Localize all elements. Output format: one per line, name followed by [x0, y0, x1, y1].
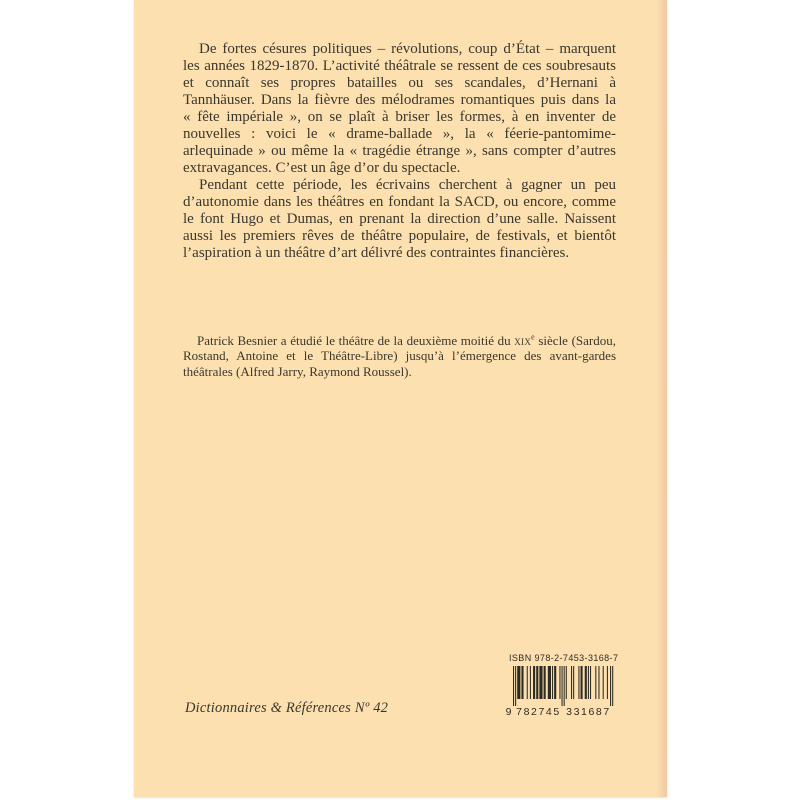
- blurb-paragraph-2: Pendant cette période, les écrivains cherchent à gagner un peu d’autonomie dans les théâtres en fondant la SACD, ou encore, comme le font Hugo et Dumas, en prenant la direction d’une salle. Naissent aussi les premiers rêves de théâtre populaire, de festivals, et bientôt l’aspiration à un théâtre d’art délivré des contraintes financières.: [183, 177, 616, 261]
- barcode: [503, 653, 619, 718]
- ean-digits-left: 782745: [516, 706, 561, 718]
- book-back-cover: [134, 0, 667, 797]
- author-note: [183, 333, 616, 379]
- ean-barcode: [503, 666, 616, 718]
- series-label: Dictionnaires & Références Nº 42: [185, 700, 389, 716]
- ean-digits-right: 331687: [566, 706, 611, 718]
- century-superscript: e: [531, 332, 535, 342]
- isbn-label: ISBN 978-2-7453-3168-7: [509, 653, 619, 663]
- author-note-text: Patrick Besnier a étudié le théâtre de la deuxième moitié du: [197, 333, 515, 348]
- blurb: [183, 41, 616, 262]
- blurb-paragraph-1: De fortes césures politiques – révolutions, coup d’État – marquent les années 1829-1870. L’activité théâtrale se ressent de ces soubresauts et connaît ses propres batailles ou ses scandales, d’Hernani à Tannhäuser. Dans la fièvre des mélodrames romantiques puis dans la « fête impériale », on se plaît à briser les formes, à en inventer de nouvelles : voici le « drame-ballade », la « féerie-pantomime-arlequinade » ou même la « tragédie étrange », sans compter d’autres extravagances. C’est un âge d’or du spectacle.: [183, 41, 616, 176]
- barcode-bars: [513, 666, 613, 706]
- author-note-text-end: siècle (Sardou, Rostand, Antoine et le Théâtre-Libre) jusqu’à l’émergence des avant-gardes théâtrales (Alfred Jarry, Raymond Roussel).: [183, 333, 616, 379]
- ean-digit-9: 9: [505, 706, 512, 718]
- century-numeral: xix: [514, 333, 532, 348]
